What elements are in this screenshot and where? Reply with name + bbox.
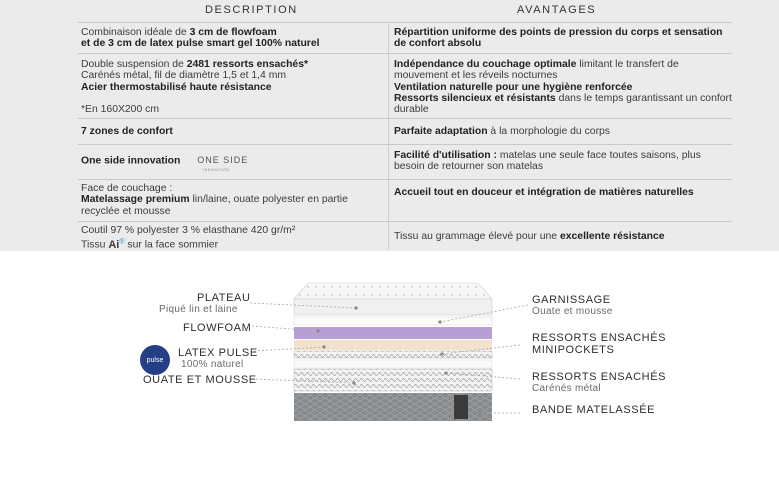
row3-advantage: Parfaite adaptation à la morphologie du corps: [394, 126, 610, 137]
row6-advantage: Tissu au grammage élevé pour une excellente résistance: [394, 231, 665, 242]
label-garnissage: GARNISSAGE: [532, 294, 611, 306]
row3-description: 7 zones de confort: [81, 126, 173, 137]
mattress-diagram: [0, 251, 779, 495]
label-bande-matelassee: BANDE MATELASSÉE: [532, 404, 656, 416]
header-avantages: AVANTAGES: [517, 4, 597, 16]
label-latex-pulse: LATEX PULSE: [178, 347, 258, 359]
minipockets-layer: [294, 351, 492, 358]
ai-fabric-logo: Ai®: [108, 238, 125, 251]
row1-description: Combinaison idéale de 3 cm de flowfoam et de 3 cm de latex pulse smart gel 100% naturel: [81, 27, 320, 50]
header-description: DESCRIPTION: [205, 4, 298, 16]
table-row: [78, 144, 732, 179]
ouate-layer: [294, 360, 492, 368]
row1-advantage: Répartition uniforme des points de pression du corps et sensation de confort absolu: [394, 27, 723, 50]
garnissage-layer: [294, 317, 492, 325]
table-header: [0, 0, 779, 22]
table-row: [78, 118, 732, 144]
sublabel-plateau: Piqué lin et laine: [159, 304, 238, 315]
label-ressorts-ensaches: RESSORTS ENSACHÉS: [532, 371, 667, 383]
label-minipockets: MINIPOCKETS: [532, 344, 615, 356]
flowfoam-layer: [294, 327, 492, 339]
pulse-badge: pulse: [140, 345, 170, 375]
band-layer: [294, 393, 492, 421]
springs-layer: [294, 369, 492, 391]
row2-advantage: Indépendance du couchage optimale limitant le transfert de mouvement et les réveils nocturnes Ventilation naturelle pour une hygiène renforcée Ressorts silencieux et résistants dans le temps garantissant un confort durable: [394, 59, 732, 116]
sublabel-latex: 100% naturel: [181, 359, 244, 370]
table-row: [78, 53, 732, 118]
sublabel-garnissage: Ouate et mousse: [532, 306, 613, 317]
plateau-layer: [294, 283, 492, 315]
row2-description: Double suspension de 2481 ressorts ensachés* Carénés métal, fil de diamètre 1,5 et 1,4 mm Acier thermostabilisé haute résistance *En 160X200 cm: [81, 59, 309, 116]
row6-description: Coutil 97 % polyester 3 % elasthane 420 gr/m² Tissu Ai® sur la face sommier: [81, 225, 296, 251]
table-row: [78, 221, 732, 249]
label-ouate-mousse: OUATE ET MOUSSE: [143, 374, 257, 386]
label-ressorts-minipockets: RESSORTS ENSACHÉS: [532, 332, 667, 344]
sublabel-ressorts: Carénés métal: [532, 383, 601, 394]
table-row: [78, 22, 732, 53]
row4-description: One side innovation ONE SIDE INNOVATION: [81, 155, 249, 172]
one-side-logo: ONE SIDE INNOVATION: [197, 155, 249, 172]
label-flowfoam: FLOWFOAM: [183, 322, 252, 334]
table-row: [78, 179, 732, 221]
row4-advantage: Facilité d'utilisation : matelas une seule face toutes saisons, plus besoin de retourner son matelas: [394, 150, 701, 173]
row5-advantage: Accueil tout en douceur et intégration de matières naturelles: [394, 187, 694, 198]
label-plateau: PLATEAU: [197, 292, 251, 304]
row5-description: Face de couchage : Matelassage premium lin/laine, ouate polyester en partie recyclée et mousse: [81, 183, 348, 217]
